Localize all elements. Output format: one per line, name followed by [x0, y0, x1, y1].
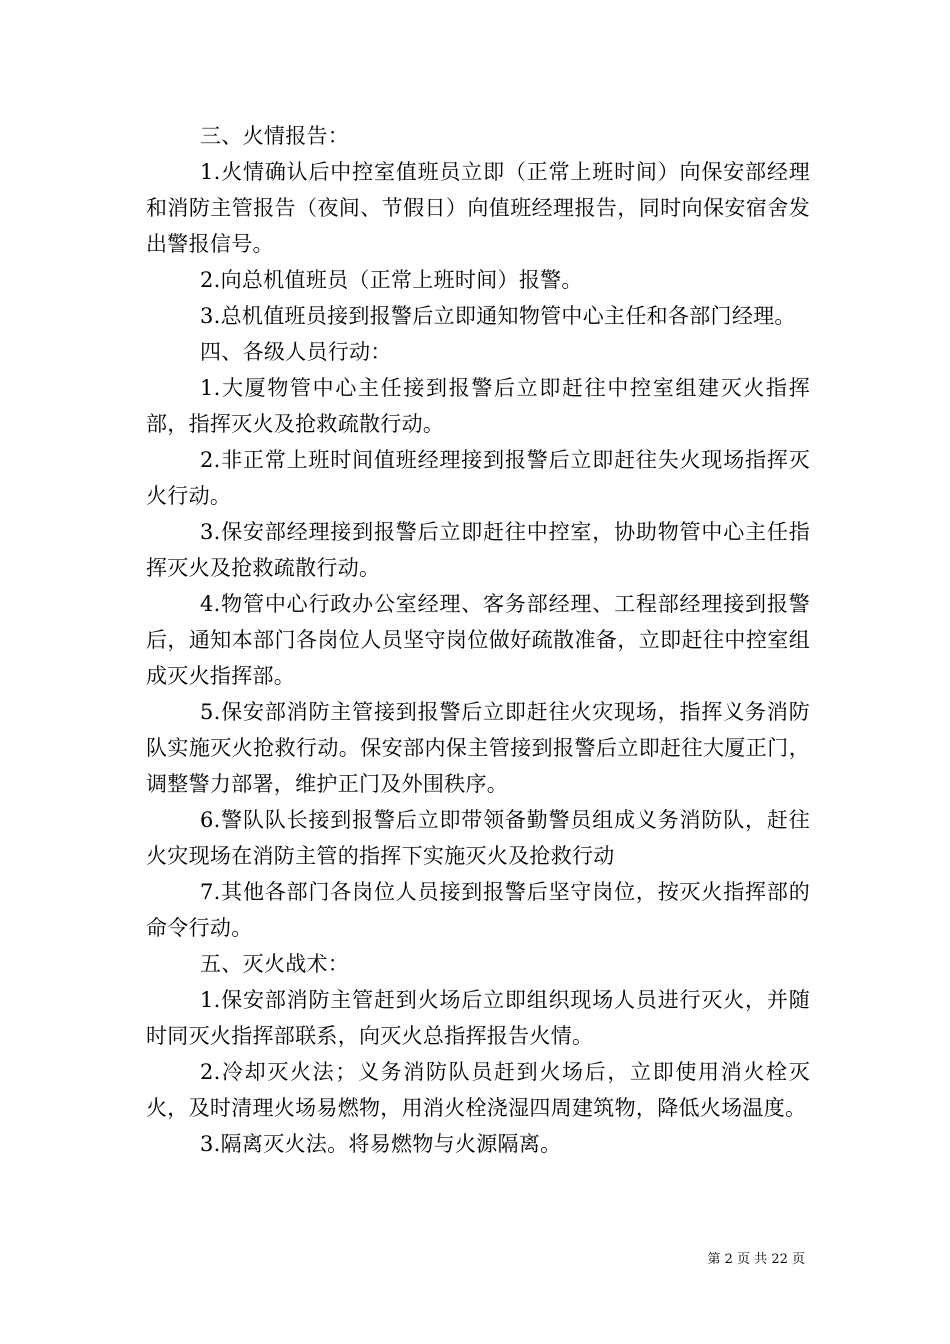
- section-heading-fire-report: 三、火情报告：: [200, 124, 350, 148]
- paragraph: 1.大厦物管中心主任接到报警后立即赶往中控室组建灭火指挥部，指挥灭火及抢救疏散行动。: [146, 376, 810, 436]
- paragraph: 2.向总机值班员（正常上班时间）报警。: [200, 268, 583, 292]
- paragraph: 4.物管中心行政办公室经理、客务部经理、工程部经理接到报警后，通知本部门各岗位人员坚守岗位做好疏散准备，立即赶往中控室组成灭火指挥部。: [146, 592, 810, 688]
- section-heading-personnel-actions: 四、各级人员行动：: [200, 340, 392, 364]
- paragraph: 3.保安部经理接到报警后立即赶往中控室，协助物管中心主任指挥灭火及抢救疏散行动。: [146, 520, 810, 580]
- document-body: [146, 118, 810, 1162]
- page-number-footer: 第 2 页 共 22 页: [707, 1252, 805, 1267]
- paragraph: 5.保安部消防主管接到报警后立即赶往火灾现场，指挥义务消防队实施灭火抢救行动。保安部内保主管接到报警后立即赶往大厦正门，调整警力部署，维护正门及外围秩序。: [146, 700, 810, 796]
- paragraph: 3.隔离灭火法。将易燃物与火源隔离。: [200, 1132, 562, 1156]
- paragraph: 1.火情确认后中控室值班员立即（正常上班时间）向保安部经理和消防主管报告（夜间、节假日）向值班经理报告，同时向保安宿舍发出警报信号。: [146, 160, 810, 256]
- paragraph: 7.其他各部门各岗位人员接到报警后坚守岗位，按灭火指挥部的命令行动。: [146, 880, 810, 940]
- paragraph: 2.冷却灭火法；义务消防队员赶到火场后，立即使用消火栓灭火，及时清理火场易燃物，用消火栓浇湿四周建筑物，降低火场温度。: [146, 1060, 810, 1120]
- paragraph: 1.保安部消防主管赶到火场后立即组织现场人员进行灭火，并随时同灭火指挥部联系，向灭火总指挥报告火情。: [146, 988, 810, 1048]
- paragraph: 3.总机值班员接到报警后立即通知物管中心主任和各部门经理。: [200, 304, 796, 328]
- section-heading-fire-tactics: 五、灭火战术：: [200, 952, 350, 976]
- paragraph: 2.非正常上班时间值班经理接到报警后立即赶往失火现场指挥灭火行动。: [146, 448, 810, 508]
- paragraph: 6.警队队长接到报警后立即带领备勤警员组成义务消防队，赶往火灾现场在消防主管的指挥下实施灭火及抢救行动: [146, 808, 810, 868]
